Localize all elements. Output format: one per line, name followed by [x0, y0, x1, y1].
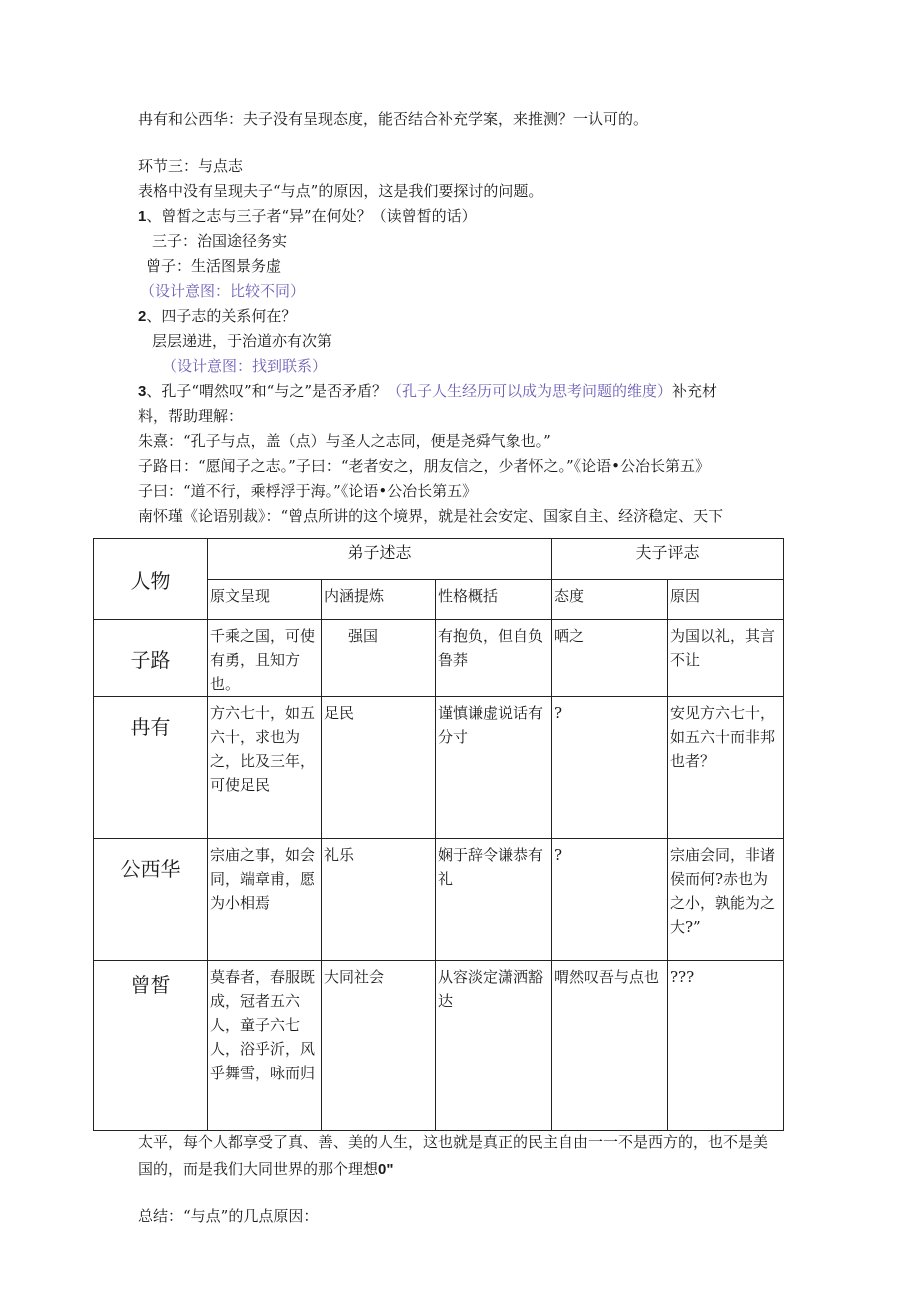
header-person: 人物 [94, 539, 208, 620]
row-name: 曾皙 [94, 961, 208, 1131]
cell-reason: 安见方六七十，如五六十而非邦也者？ [668, 697, 784, 839]
cell-original: 莫春者，春服既成，冠者五六人，童子六七人，浴乎沂，风乎舞雪，咏而归 [208, 961, 322, 1131]
cell-attitude: ? [552, 839, 668, 961]
question-2-text: 、四子志的关系何在？ [146, 307, 297, 325]
quote-confucius: 子曰：“道不行，乘桴浮于海。”《论语•公冶长第五》 [138, 482, 478, 500]
answer-1a: 三子：治国途径务实 [152, 232, 288, 250]
subheader-reason: 原因 [668, 580, 784, 620]
subheader-attitude: 态度 [552, 580, 668, 620]
table-row [94, 620, 784, 697]
row-name: 冉有 [94, 697, 208, 839]
quote-zilu: 子路日：“愿闻子之志。”子曰：“老者安之，朋友信之，少者怀之。”《论语•公冶长第五》 [138, 457, 711, 475]
cell-character: 娴于辞令谦恭有礼 [436, 839, 552, 961]
question-3 [138, 380, 717, 403]
quote-nanhuaijin: 南怀瑾《论语别裁》：“曾点所讲的这个境界，就是社会安定、国家自主、经济稳定、天下 [138, 507, 724, 525]
question-3-text: 、孔子“喟然叹”和“与之”是否矛盾？ [146, 382, 388, 400]
paragraph-ranyou-gongxihua: 冉有和公西华：夫子没有呈现态度，能否结合补充学案，来推测？一认可的。 [138, 110, 649, 128]
paragraph-continuation-2 [138, 1158, 393, 1181]
paragraph-continuation-1: 太平，每个人都享受了真、善、美的人生，这也就是真正的民主自由一一不是西方的，也不是美 [138, 1133, 769, 1151]
quote-zhuxi: 朱熹：“孔子与点，盖（点）与圣人之志同，便是尧舜气象也。” [138, 432, 551, 450]
cell-reason: 宗庙会同，非诸侯而何?赤也为之小，孰能为之大?” [668, 839, 784, 961]
summary-heading: 总结：“与点”的几点原因： [138, 1207, 319, 1225]
section-heading-3: 环节三：与点志 [138, 157, 244, 175]
answer-1b: 曾子：生活图景务虚 [146, 257, 282, 275]
question-2 [138, 305, 296, 328]
subheader-essence: 内涵提炼 [322, 580, 436, 620]
cell-original: 方六七十，如五六十，求也为之，比及三年，可使足民 [208, 697, 322, 839]
question-1-text: 、曾皙之志与三子者“异”在何处？（读曾皙的话） [146, 207, 477, 225]
question-3-number: 3 [138, 383, 147, 400]
question-1-number: 1 [138, 208, 147, 225]
paragraph-intro: 表格中没有呈现夫子“与点”的原因，这是我们要探讨的问题。 [138, 182, 544, 200]
header-disciple-aspiration: 弟子述志 [208, 539, 552, 580]
question-1 [138, 205, 477, 228]
question-2-number: 2 [138, 308, 147, 325]
row-name: 公西华 [94, 839, 208, 961]
question-3-text-b: 补充材 [672, 382, 718, 400]
table-row [94, 839, 784, 961]
cell-reason: ??? [668, 961, 784, 1131]
cell-character: 有抱负，但自负鲁莽 [436, 620, 552, 697]
cell-essence: 大同社会 [322, 961, 436, 1131]
subheader-original: 原文呈现 [208, 580, 322, 620]
aspirations-table [93, 538, 784, 1131]
cell-attitude: ? [552, 697, 668, 839]
cell-attitude: 哂之 [552, 620, 668, 697]
continuation-2-text: 国的，而是我们大同世界的那个理想 [138, 1160, 379, 1178]
cell-original: 千乘之国，可使有勇，且知方也。 [208, 620, 322, 697]
cell-essence: 礼乐 [322, 839, 436, 961]
table-row [94, 697, 784, 839]
subheader-character: 性格概括 [436, 580, 552, 620]
question-3-continuation: 料，帮助理解： [138, 407, 244, 425]
design-intent-2: （设计意图：找到联系） [162, 357, 328, 375]
row-name: 子路 [94, 620, 208, 697]
design-intent-1: （设计意图：比较不同） [140, 282, 306, 300]
continuation-2-end: 0" [378, 1161, 394, 1178]
table-header-row [94, 539, 784, 580]
cell-character: 谨慎谦虚说话有分寸 [436, 697, 552, 839]
cell-character: 从容淡定潇洒豁达 [436, 961, 552, 1131]
cell-original: 宗庙之事，如会同，端章甫，愿为小相焉 [208, 839, 322, 961]
question-3-note: （孔子人生经历可以成为思考问题的维度） [387, 382, 673, 400]
header-master-evaluation: 夫子评志 [552, 539, 784, 580]
cell-essence: 强国 [322, 620, 436, 697]
cell-attitude: 喟然叹吾与点也 [552, 961, 668, 1131]
table-row [94, 961, 784, 1131]
cell-reason: 为国以礼，其言不让 [668, 620, 784, 697]
answer-2: 层层递进，于治道亦有次第 [152, 332, 333, 350]
cell-essence: 足民 [322, 697, 436, 839]
